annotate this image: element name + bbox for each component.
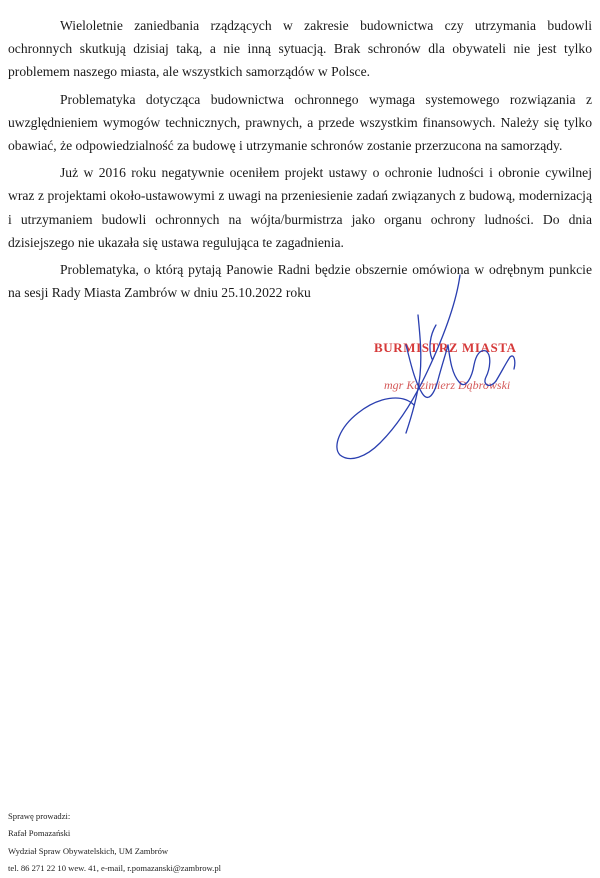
footer-label: Sprawę prowadzi: <box>8 811 71 821</box>
footer-contact: tel. 86 271 22 10 wew. 41, e-mail, r.pomazanski@zambrow.pl <box>8 863 222 874</box>
footer-handler-name: Rafał Pomazański <box>8 828 71 839</box>
paragraph-1: Wieloletnie zaniedbania rządzących w zakresie budownictwa czy utrzymania budowli ochronnych skutkują dzisiaj taką, a nie inną sytuacją. Brak schronów dla obywateli nie jest tylko problemem naszego miasta, ale wszystkich samorządów w Polsce. <box>8 18 592 80</box>
paragraph-2: Problematyka dotycząca budownictwa ochronnego wymaga systemowego rozwiązania z uwzględnieniem wymogów technicznych, prawnych, a przede wszystkim finansowych. Należy się tylko obawiać, że odpowiedzialność za budowę i utrzymanie schronów zostanie przerzucona na samorządy. <box>8 91 592 154</box>
stamp-title: BURMISTRZ MIASTA <box>374 340 517 355</box>
stamp-name: mgr Kazimierz Dąbrowski <box>384 378 511 392</box>
paragraph-4: Problematyka, o którą pytają Panowie Radni będzie obszernie omówiona w odrębnym punkcie na sesji Rady Miasta Zambrów w dniu 25.10.2022 roku <box>8 262 592 301</box>
paragraph-3: Już w 2016 roku negatywnie oceniłem projekt ustawy o ochronie ludności i obronie cywilnej wraz z projektami około-ustawowymi z uwagi na przeniesienie zadań związanych z budową, modernizacją i utrzymaniem budowli ochronnych na wójta/burmistrza jako organu ochrony ludności. Do dnia dzisiejszego nie ukazała się ustawa regulująca te zagadnienia. <box>8 165 592 250</box>
handwritten-signature <box>310 265 540 475</box>
footer-department: Wydział Spraw Obywatelskich, UM Zambrów <box>8 845 169 856</box>
case-handler-footer <box>8 808 221 878</box>
